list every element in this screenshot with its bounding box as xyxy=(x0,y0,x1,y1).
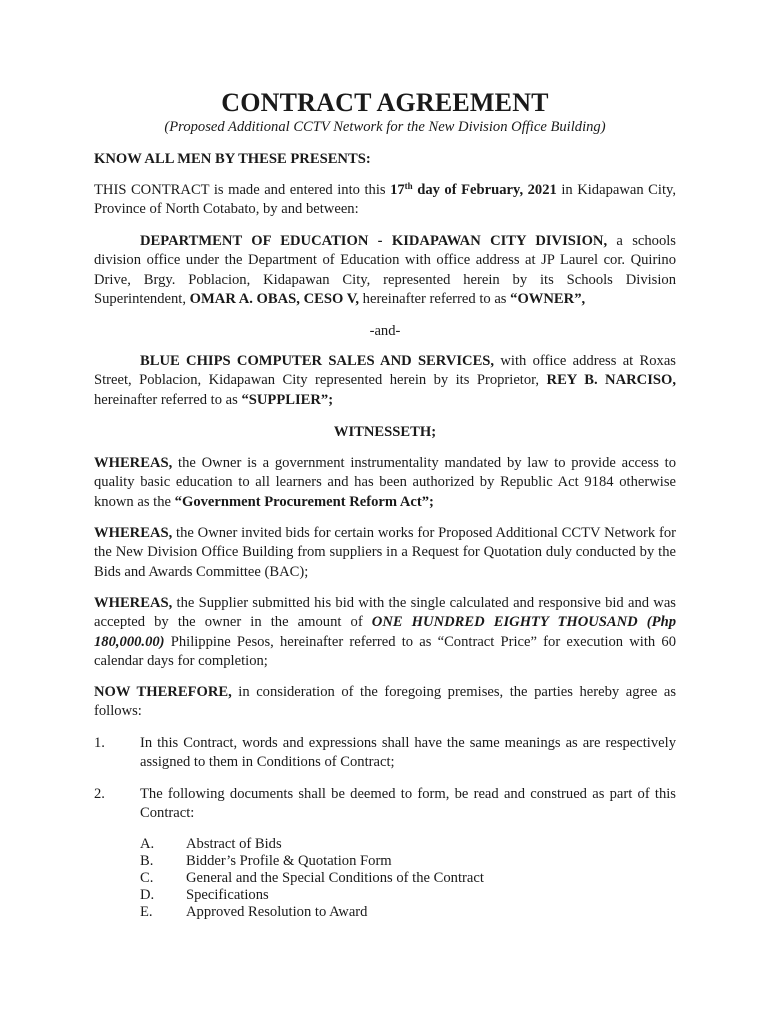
whereas-paragraph-1: WHEREAS, the Owner is a government instrumentality mandated by law to provide access to quality basic education to all learners and has been authorized by Republic Act 9184 otherwise known as the “Government Procurement Reform Act”; xyxy=(94,455,676,510)
list-item: E. Approved Resolution to Award xyxy=(140,904,368,920)
document-subtitle: (Proposed Additional CCTV Network for the New Division Office Building) xyxy=(164,119,606,135)
procurement-law-name: “Government Procurement Reform Act”; xyxy=(174,493,434,510)
clause-text: In this Contract, words and expressions shall have the same meanings as are respectively assigned to them in Conditions of Contract; xyxy=(140,735,676,771)
list-item: C. General and the Special Conditions of the Contract xyxy=(140,870,484,886)
know-all-heading: KNOW ALL MEN BY THESE PRESENTS: xyxy=(94,151,371,167)
supplier-alias: “SUPPLIER”; xyxy=(241,391,334,408)
and-separator: -and- xyxy=(369,323,401,339)
witnesseth-heading: WITNESSETH; xyxy=(333,424,437,440)
owner-alias: “OWNER”, xyxy=(510,290,586,307)
clause-number: 1. xyxy=(94,735,105,751)
contract-documents-list xyxy=(140,836,580,921)
clause-text: The following documents shall be deemed to form, be read and construed as part of this Contract: xyxy=(140,786,676,822)
contract-day: 17th day of February, 2021 xyxy=(390,181,557,198)
list-item: B. Bidder’s Profile & Quotation Form xyxy=(140,853,392,869)
supplier-name: BLUE CHIPS COMPUTER SALES AND SERVICES, xyxy=(140,353,495,369)
supplier-representative: REY B. NARCISO, xyxy=(546,372,676,389)
clause-number: 2. xyxy=(94,786,105,802)
owner-name: DEPARTMENT OF EDUCATION - KIDAPAWAN CITY DIVISION, xyxy=(140,233,608,249)
owner-representative: OMAR A. OBAS, CESO V, xyxy=(189,290,360,307)
supplier-paragraph: BLUE CHIPS COMPUTER SALES AND SERVICES, with office address at Roxas Street, Poblacion, Kidapawan City represented herein by its Proprietor, REY B. NARCISO, hereinafter referred to as “SUPPLIER”; xyxy=(94,353,676,408)
list-item: D. Specifications xyxy=(140,887,269,903)
document-title: CONTRACT AGREEMENT xyxy=(221,88,549,117)
now-therefore-paragraph: NOW THEREFORE, in consideration of the foregoing premises, the parties hereby agree as follows: xyxy=(94,684,677,720)
owner-paragraph: DEPARTMENT OF EDUCATION - KIDAPAWAN CITY DIVISION, a schools division office under the Department of Education with office address at JP Laurel cor. Quirino Drive, Brgy. Poblacion, Kidapawan City, represented herein by its Schools Division Superintendent, OMAR A. OBAS, CESO V, hereinafter referred to as “OWNER”, xyxy=(94,233,676,307)
whereas-paragraph-2: WHEREAS, the Owner invited bids for certain works for Proposed Additional CCTV Network for the New Division Office Building from suppliers in a Request for Quotation duly conducted by the Bids and Awards Committee (BAC); xyxy=(94,525,676,580)
contract-amount: ONE HUNDRED EIGHTY THOUSAND (Php 180,000.00) xyxy=(94,614,676,650)
list-item: A. Abstract of Bids xyxy=(140,836,282,852)
intro-paragraph: THIS CONTRACT is made and entered into this 17th day of February, 2021 in Kidapawan City, Province of North Cotabato, by and between: xyxy=(94,181,677,218)
whereas-paragraph-3: WHEREAS, the Supplier submitted his bid with the single calculated and responsive bid and was accepted by the owner in the amount of ONE HUNDRED EIGHTY THOUSAND (Php 180,000.00) Philippine Pesos, hereinafter referred to as “Contract Price” for execution with 60 calendar days for completion; xyxy=(94,595,676,669)
